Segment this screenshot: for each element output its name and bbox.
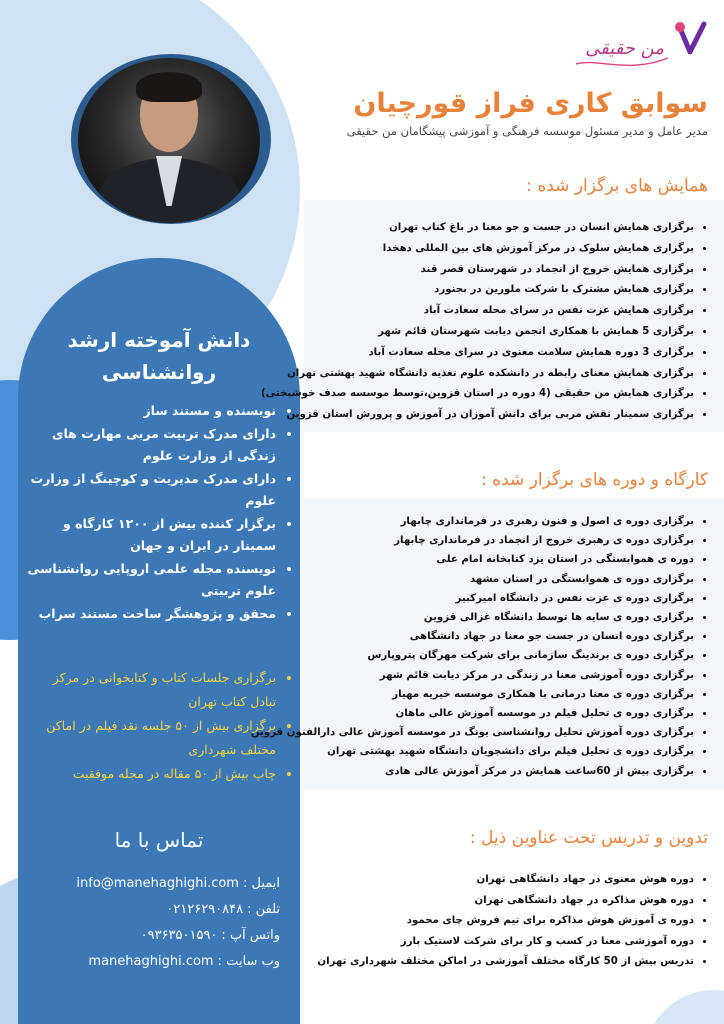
email-label: ایمیل : xyxy=(242,876,280,891)
whatsapp-link[interactable]: ۰۹۳۶۳۵۰۱۵۹۰ xyxy=(140,928,218,943)
page-subtitle: مدیر عامل و مدیر مسئول موسسه فرهنگی و آموزشی پیشگامان من حقیقی xyxy=(346,124,708,138)
contact-phone xyxy=(40,900,280,920)
email-link[interactable]: info@manehaghighi.com xyxy=(76,876,239,891)
teaching-list xyxy=(317,870,708,973)
phone-link[interactable]: ۰۲۱۲۶۲۹۰۸۴۸ xyxy=(166,902,244,917)
list-item: • برگزاری دوره ی رهبری خروج از انجماد در فرمانداری چابهار xyxy=(251,531,694,550)
list-item: • برگزاری 3 دوره همایش سلامت معنوی در سرای محله سعادت آباد xyxy=(261,343,694,364)
contact-website xyxy=(40,952,280,972)
list-item: • برگزاری 5 همایش با همکاری انجمن دیابت شهرستان قائم شهر xyxy=(261,322,694,343)
list-item: • برگزاری همایش معنای رابطه در دانشکده علوم تغذیه دانشگاه شهید بهشتی تهران xyxy=(261,364,694,385)
website-link[interactable]: manehaghighi.com xyxy=(88,954,214,969)
list-item: • برگزاری همایش سلوک در مرکز آموزش های بین المللی دهخدا xyxy=(261,239,694,260)
list-item: • دوره آموزشی معنا در کسب و کار برای شرکت لاستیک بارز xyxy=(317,932,694,953)
list-item: • برگزاری بیش از ۵۰ جلسه نقد فیلم در اماکن مختلف شهرداری xyxy=(26,714,276,762)
list-item: • محقق و پژوهشگر ساخت مستند سراب xyxy=(26,603,276,625)
list-item: • برگزاری دوره ی هموابستگی در استان مشهد xyxy=(251,570,694,589)
list-item: • برگزاری همایش عزت نفس در سرای محله سعادت آباد xyxy=(261,301,694,322)
list-item: • برگزاری دوره ی معنا درمانی با همکاری موسسه خیریه مهیار xyxy=(251,685,694,704)
sidebar-title xyxy=(30,324,288,388)
list-item: • برگزاری همایش من حقیقی (4 دوره در استان قزوین،توسط موسسه صدف خوشبختی) xyxy=(261,384,694,405)
conferences-title: همایش های برگزار شده : xyxy=(526,176,708,196)
brand-logo xyxy=(568,18,714,80)
list-item: • برگزاری دوره آموزش تحلیل روانشناسی یونگ در موسسه آموزش عالی دارالفنون قزوین xyxy=(251,723,694,742)
list-item: • دارای مدرک مدیریت و کوچینگ از وزارت علوم xyxy=(26,468,276,512)
decor-circle-bottom-right xyxy=(644,990,724,1024)
list-item: • دوره هوش مذاکره در جهاد دانشگاهی تهران xyxy=(317,891,694,912)
conferences-list xyxy=(261,218,708,426)
list-item: • چاپ بیش از ۵۰ مقاله در مجله موفقیت xyxy=(26,762,276,786)
contact-title: تماس با ما xyxy=(114,828,204,852)
list-item: • برگزار کننده بیش از ۱۲۰۰ کارگاه و سمینار در ایران و جهان xyxy=(26,513,276,557)
contact-whatsapp xyxy=(40,926,280,946)
list-item: • برگزاری همایش انسان در جست و جو معنا در باغ کتاب تهران xyxy=(261,218,694,239)
list-item: • دوره هوش معنوی در جهاد دانشگاهی تهران xyxy=(317,870,694,891)
list-item: • برگزاری سمینار نقش مربی برای دانش آموزان در آموزش و پرورش استان قزوین xyxy=(261,405,694,426)
list-item: • برگزاری بیش از 60ساعت همایش در مرکز آموزش عالی هادی xyxy=(251,762,694,781)
list-item: • برگزاری دوره ی اصول و فنون رهبری در فرمانداری چابهار xyxy=(251,512,694,531)
teaching-title: تدوین و تدریس تحت عناوین ذیل : xyxy=(469,828,708,848)
list-item: • برگزاری دوره ی تحلیل فیلم در موسسه آموزش عالی ماهان xyxy=(251,704,694,723)
list-item: • دوره ی هموابستگی در استان یزد کتابخانه امام علی xyxy=(251,550,694,569)
contact-email xyxy=(40,874,280,894)
workshops-title: کارگاه و دوره های برگزار شده : xyxy=(481,470,708,490)
list-item: • برگزاری همایش مشترک با شرکت ملورین در بجنورد xyxy=(261,280,694,301)
whatsapp-label: واتس آپ : xyxy=(221,928,280,943)
list-item: • برگزاری دوره ی تحلیل فیلم برای دانشجویان دانشگاه شهید بهشتی تهران xyxy=(251,742,694,761)
list-item: • نویسنده مجله علمی اروپایی روانشناسی علوم تربیتی xyxy=(26,558,276,602)
page-title: سوابق کاری فراز قورچیان xyxy=(353,88,708,119)
list-item: • دارای مدرک تربیت مربی مهارت های زندگی از وزارت علوم xyxy=(26,423,276,467)
list-item: • برگزاری دوره انسان در جست جو معنا در جهاد دانشگاهی xyxy=(251,627,694,646)
sidebar-title-line-1: دانش آموخته ارشد xyxy=(67,328,251,352)
list-item: • برگزاری جلسات کتاب و کتابخوانی در مرکز تبادل کتاب تهران xyxy=(26,666,276,714)
phone-label: تلفن : xyxy=(247,902,280,917)
list-item: • برگزاری دوره ی عزت نفس در دانشگاه امیرکبیر xyxy=(251,589,694,608)
list-item: • نویسنده و مستند ساز xyxy=(26,400,276,422)
list-item: • دوره ی آموزش هوش مذاکره برای تیم فروش چای محمود xyxy=(317,911,694,932)
list-item: • برگزاری دوره آموزشی معنا در زندگی در مرکز دیابت قائم شهر xyxy=(251,666,694,685)
sidebar-title-line-2: روانشناسی xyxy=(101,360,217,384)
workshops-list xyxy=(251,512,708,781)
profile-photo xyxy=(78,58,260,223)
list-item: • تدریس بیش از 50 کارگاه مختلف آموزشی در اماکن مختلف شهرداری تهران xyxy=(317,952,694,973)
website-label: وب سایت : xyxy=(217,954,280,969)
list-item: • برگزاری دوره ی سایه ها توسط دانشگاه غزالی قزوین xyxy=(251,608,694,627)
list-item: • برگزاری همایش خروج از انجماد در شهرستان قصر قند xyxy=(261,260,694,281)
logo-text: من حقیقی xyxy=(585,38,664,59)
list-item: • برگزاری دوره ی برندینگ سازمانی برای شرکت مهرگان پتروپارس xyxy=(251,646,694,665)
